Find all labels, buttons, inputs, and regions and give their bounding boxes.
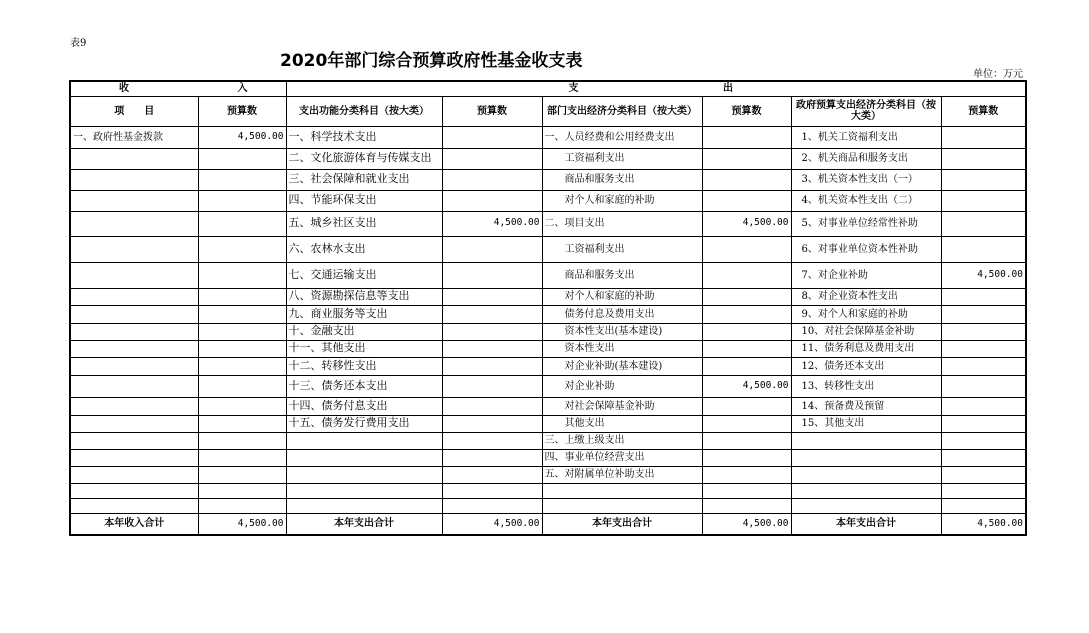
gov-econ-category-cell: 3、机关资本性支出（一） [791,169,941,190]
gov-econ-category-cell [791,432,941,449]
dept-econ-amount-cell [702,357,791,375]
gov-econ-amount-cell [941,211,1026,236]
gov-econ-category-cell: 12、债务还本支出 [791,357,941,375]
dept-econ-amount-cell [702,262,791,288]
gov-econ-category-cell: 5、对事业单位经常性补助 [791,211,941,236]
gov-econ-category-cell: 7、对企业补助 [791,262,941,288]
func-category-cell: 九、商业服务等支出 [286,305,442,323]
dept-econ-amount-cell [702,288,791,305]
dept-econ-amount-cell: 4,500.00 [702,211,791,236]
table-row [70,169,1026,190]
dept-econ-amount-cell [702,323,791,340]
table-row [70,323,1026,340]
table-row [70,466,1026,483]
budget-table [69,80,1027,536]
header-row-group [70,81,1026,96]
gov-total-amount: 4,500.00 [941,513,1026,535]
gov-econ-category-cell: 2、机关商品和服务支出 [791,148,941,169]
gov-econ-amount-cell [941,305,1026,323]
col-header-budget: 预算数 [198,96,286,126]
income-amount-cell [198,305,286,323]
dept-econ-category-cell: 对企业补助(基本建设) [542,357,702,375]
income-item-cell [70,262,198,288]
dept-total-label: 本年支出合计 [542,513,702,535]
page-title: 2020年部门综合预算政府性基金收支表 [280,51,583,71]
table-row [70,340,1026,357]
income-amount-cell [198,288,286,305]
dept-econ-amount-cell [702,449,791,466]
gov-econ-category-cell [791,466,941,483]
table-row [70,148,1026,169]
func-category-cell [286,449,442,466]
func-amount-cell [442,357,542,375]
income-amount-cell [198,466,286,483]
dept-econ-category-cell: 商品和服务支出 [542,262,702,288]
gov-econ-category-cell: 4、机关资本性支出（二） [791,190,941,211]
income-item-cell [70,211,198,236]
income-item-cell [70,323,198,340]
func-amount-cell [442,415,542,432]
dept-econ-amount-cell [702,126,791,148]
income-amount-cell [198,190,286,211]
dept-econ-category-cell: 二、项目支出 [542,211,702,236]
func-amount-cell [442,375,542,397]
func-amount-cell [442,483,542,498]
func-category-cell: 十三、债务还本支出 [286,375,442,397]
expense-group-header: 支 出 [286,81,1026,96]
gov-econ-amount-cell [941,375,1026,397]
income-item-cell [70,305,198,323]
col-header-item: 项 目 [70,96,198,126]
func-amount-cell [442,449,542,466]
header-row-columns [70,96,1026,126]
gov-econ-amount-cell [941,340,1026,357]
income-amount-cell [198,357,286,375]
gov-econ-amount-cell [941,288,1026,305]
income-item-cell [70,466,198,483]
income-item-cell [70,169,198,190]
func-amount-cell: 4,500.00 [442,211,542,236]
dept-econ-amount-cell [702,466,791,483]
func-amount-cell [442,498,542,513]
table-row [70,397,1026,415]
func-category-cell [286,498,442,513]
income-item-cell [70,236,198,262]
dept-econ-category-cell: 商品和服务支出 [542,169,702,190]
dept-econ-category-cell: 其他支出 [542,415,702,432]
func-amount-cell [442,169,542,190]
func-category-cell: 七、交通运输支出 [286,262,442,288]
func-amount-cell [442,466,542,483]
func-amount-cell [442,236,542,262]
table-row [70,288,1026,305]
gov-econ-amount-cell: 4,500.00 [941,262,1026,288]
func-amount-cell [442,126,542,148]
col-header-gov-econ: 政府预算支出经济分类科目（按大类） [791,96,941,126]
func-category-cell [286,483,442,498]
income-item-cell [70,190,198,211]
gov-econ-category-cell: 10、对社会保障基金补助 [791,323,941,340]
dept-econ-category-cell: 四、事业单位经营支出 [542,449,702,466]
dept-econ-amount-cell: 4,500.00 [702,375,791,397]
dept-econ-category-cell: 资本性支出(基本建设) [542,323,702,340]
income-amount-cell [198,375,286,397]
func-amount-cell [442,262,542,288]
dept-econ-amount-cell [702,397,791,415]
dept-econ-category-cell: 对企业补助 [542,375,702,397]
table-row [70,211,1026,236]
income-amount-cell [198,415,286,432]
income-amount-cell [198,148,286,169]
table-row [70,375,1026,397]
table-row [70,415,1026,432]
func-category-cell: 十二、转移性支出 [286,357,442,375]
func-amount-cell [442,288,542,305]
income-amount-cell [198,498,286,513]
dept-econ-amount-cell [702,148,791,169]
dept-total-amount: 4,500.00 [702,513,791,535]
gov-econ-amount-cell [941,449,1026,466]
table-row [70,483,1026,498]
dept-econ-category-cell: 对个人和家庭的补助 [542,288,702,305]
income-item-cell [70,148,198,169]
dept-econ-amount-cell [702,498,791,513]
income-amount-cell [198,262,286,288]
dept-econ-amount-cell [702,190,791,211]
table-number: 表9 [70,38,87,49]
func-category-cell: 二、文化旅游体育与传媒支出 [286,148,442,169]
income-amount-cell: 4,500.00 [198,126,286,148]
dept-econ-category-cell: 对社会保障基金补助 [542,397,702,415]
gov-econ-amount-cell [941,357,1026,375]
income-total-label: 本年收入合计 [70,513,198,535]
income-amount-cell [198,449,286,466]
dept-econ-category-cell: 工资福利支出 [542,236,702,262]
gov-econ-amount-cell [941,323,1026,340]
func-category-cell: 四、节能环保支出 [286,190,442,211]
income-item-cell [70,483,198,498]
dept-econ-amount-cell [702,340,791,357]
gov-econ-category-cell: 8、对企业资本性支出 [791,288,941,305]
gov-total-label: 本年支出合计 [791,513,941,535]
gov-econ-category-cell [791,449,941,466]
income-amount-cell [198,211,286,236]
income-amount-cell [198,397,286,415]
gov-econ-amount-cell [941,498,1026,513]
gov-econ-amount-cell [941,126,1026,148]
func-category-cell: 五、城乡社区支出 [286,211,442,236]
dept-econ-amount-cell [702,415,791,432]
func-category-cell: 十四、债务付息支出 [286,397,442,415]
gov-econ-amount-cell [941,148,1026,169]
income-item-cell [70,415,198,432]
gov-econ-amount-cell [941,415,1026,432]
gov-econ-amount-cell [941,190,1026,211]
col-header-budget: 预算数 [702,96,791,126]
dept-econ-amount-cell [702,236,791,262]
dept-econ-category-cell: 五、对附属单位补助支出 [542,466,702,483]
gov-econ-category-cell: 15、其他支出 [791,415,941,432]
gov-econ-category-cell [791,498,941,513]
income-group-header: 收 入 [70,81,286,96]
gov-econ-category-cell [791,483,941,498]
gov-econ-category-cell: 9、对个人和家庭的补助 [791,305,941,323]
dept-econ-category-cell: 债务付息及费用支出 [542,305,702,323]
income-item-cell [70,288,198,305]
income-item-cell: 一、政府性基金拨款 [70,126,198,148]
gov-econ-amount-cell [941,169,1026,190]
income-item-cell [70,397,198,415]
col-header-budget: 预算数 [442,96,542,126]
func-category-cell: 三、社会保障和就业支出 [286,169,442,190]
gov-econ-category-cell: 1、机关工资福利支出 [791,126,941,148]
func-category-cell: 十、金融支出 [286,323,442,340]
table-row [70,498,1026,513]
col-header-func: 支出功能分类科目（按大类） [286,96,442,126]
func-amount-cell [442,190,542,211]
func-total-amount: 4,500.00 [442,513,542,535]
dept-econ-category-cell: 一、人员经费和公用经费支出 [542,126,702,148]
income-total-amount: 4,500.00 [198,513,286,535]
col-header-dept-econ: 部门支出经济分类科目（按大类） [542,96,702,126]
dept-econ-amount-cell [702,432,791,449]
table-row [70,449,1026,466]
dept-econ-category-cell: 三、上缴上级支出 [542,432,702,449]
dept-econ-category-cell: 资本性支出 [542,340,702,357]
gov-econ-category-cell: 13、转移性支出 [791,375,941,397]
gov-econ-amount-cell [941,236,1026,262]
dept-econ-amount-cell [702,305,791,323]
gov-econ-category-cell: 11、债务利息及费用支出 [791,340,941,357]
unit-label: 单位：万元 [973,69,1023,80]
gov-econ-category-cell: 6、对事业单位资本性补助 [791,236,941,262]
dept-econ-category-cell [542,483,702,498]
income-amount-cell [198,483,286,498]
func-category-cell: 一、科学技术支出 [286,126,442,148]
func-category-cell: 六、农林水支出 [286,236,442,262]
dept-econ-category-cell: 对个人和家庭的补助 [542,190,702,211]
gov-econ-category-cell: 14、预备费及预留 [791,397,941,415]
income-item-cell [70,498,198,513]
dept-econ-category-cell [542,498,702,513]
func-amount-cell [442,397,542,415]
func-category-cell: 八、资源勘探信息等支出 [286,288,442,305]
col-header-budget: 预算数 [941,96,1026,126]
func-amount-cell [442,305,542,323]
table-row [70,432,1026,449]
func-amount-cell [442,340,542,357]
func-category-cell [286,466,442,483]
table-row [70,236,1026,262]
func-category-cell: 十五、债务发行费用支出 [286,415,442,432]
income-amount-cell [198,432,286,449]
income-item-cell [70,375,198,397]
dept-econ-amount-cell [702,483,791,498]
gov-econ-amount-cell [941,466,1026,483]
table-row [70,126,1026,148]
income-item-cell [70,340,198,357]
dept-econ-category-cell: 工资福利支出 [542,148,702,169]
func-category-cell [286,432,442,449]
func-category-cell: 十一、其他支出 [286,340,442,357]
func-amount-cell [442,432,542,449]
gov-econ-amount-cell [941,483,1026,498]
dept-econ-amount-cell [702,169,791,190]
income-item-cell [70,357,198,375]
income-amount-cell [198,340,286,357]
table-row [70,305,1026,323]
func-amount-cell [442,323,542,340]
gov-econ-amount-cell [941,397,1026,415]
income-amount-cell [198,236,286,262]
gov-econ-amount-cell [941,432,1026,449]
func-amount-cell [442,148,542,169]
income-amount-cell [198,323,286,340]
func-total-label: 本年支出合计 [286,513,442,535]
totals-row [70,513,1026,535]
table-row [70,262,1026,288]
table-row [70,357,1026,375]
income-item-cell [70,432,198,449]
income-amount-cell [198,169,286,190]
income-item-cell [70,449,198,466]
table-row [70,190,1026,211]
